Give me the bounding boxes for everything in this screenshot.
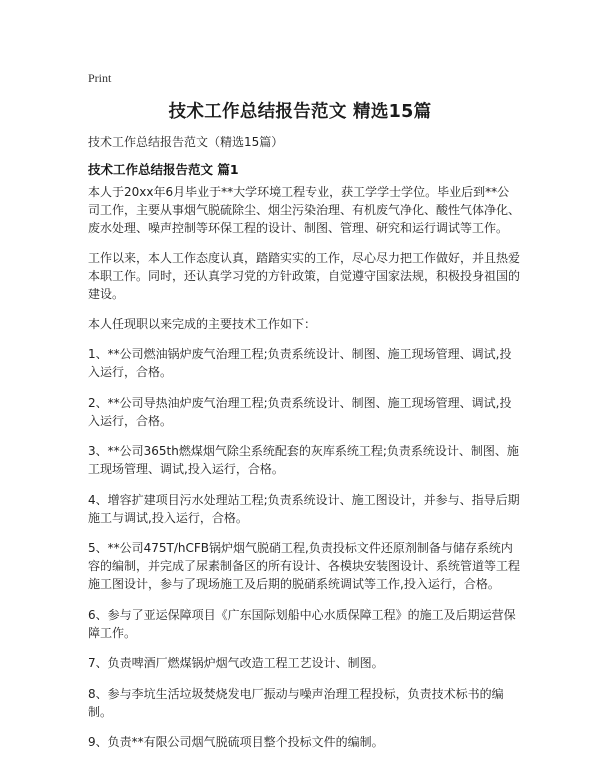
list-item: 5、**公司475T/hCFB锅炉烟气脱硝工程,负责投标文件还原剂制备与储存系统内容的编制，并完成了尿素制备区的所有设计、各模块安装图设计、系统管道等工程施工图设计，参与了现场施工及后期的脱硝系统调试等工作,投入运行，合格。 (88, 541, 521, 591)
intro-paragraph: 本人于20xx年6月毕业于**大学环境工程专业，获工学学士学位。毕业后到**公司工作，主要从事烟气脱硫除尘、烟尘污染治理、有机废气净化、酸性气体净化、废水处理、噪声控制等环保工程的设计、制图、管理、研究和运行调试等工作。 (88, 185, 521, 235)
list-intro-paragraph: 本人任现职以来完成的主要技术工作如下： (88, 317, 317, 331)
print-link[interactable]: Print (88, 71, 112, 85)
list-item: 1、**公司燃油锅炉废气治理工程;负责系统设计、制图、施工现场管理、调试,投入运行，合格。 (88, 347, 512, 379)
list-item: 2、**公司导热油炉废气治理工程;负责系统设计、制图、施工现场管理、调试,投入运行，合格。 (88, 395, 512, 428)
document-title: 技术工作总结报告范文 精选15篇 (168, 102, 432, 122)
list-item: 7、负责啤酒厂燃煤锅炉烟气改造工程工艺设计、制图。 (88, 656, 384, 670)
document-subtitle: 技术工作总结报告范文（精选15篇） (88, 135, 284, 149)
list-item: 3、**公司365th燃煤烟气除尘系统配套的灰库系统工程;负责系统设计、制图、施工现场管理、调试,投入运行，合格。 (88, 444, 519, 476)
list-item: 8、参与李坑生活垃圾焚烧发电厂振动与噪声治理工程投标，负责技术标书的编制。 (88, 686, 504, 719)
document-body (88, 183, 520, 764)
list-item: 6、参与了亚运保障项目《广东国际划船中心水质保障工程》的施工及后期运营保障工作。 (88, 607, 516, 640)
list-item: 9、负责**有限公司烟气脱硫项目整个投标文件的编制。 (88, 735, 384, 749)
work-attitude-paragraph: 工作以来，本人工作态度认真，踏踏实实的工作，尽心尽力把工作做好，并且热爱本职工作。同时，还认真学习党的方针政策，自觉遵守国家法规，积极投身祖国的建设。 (88, 251, 521, 301)
section-heading: 技术工作总结报告范文 篇1 (88, 162, 239, 177)
list-item: 4、增容扩建项目污水处理站工程;负责系统设计、施工图设计，并参与、指导后期施工与调试,投入运行，合格。 (88, 492, 520, 525)
